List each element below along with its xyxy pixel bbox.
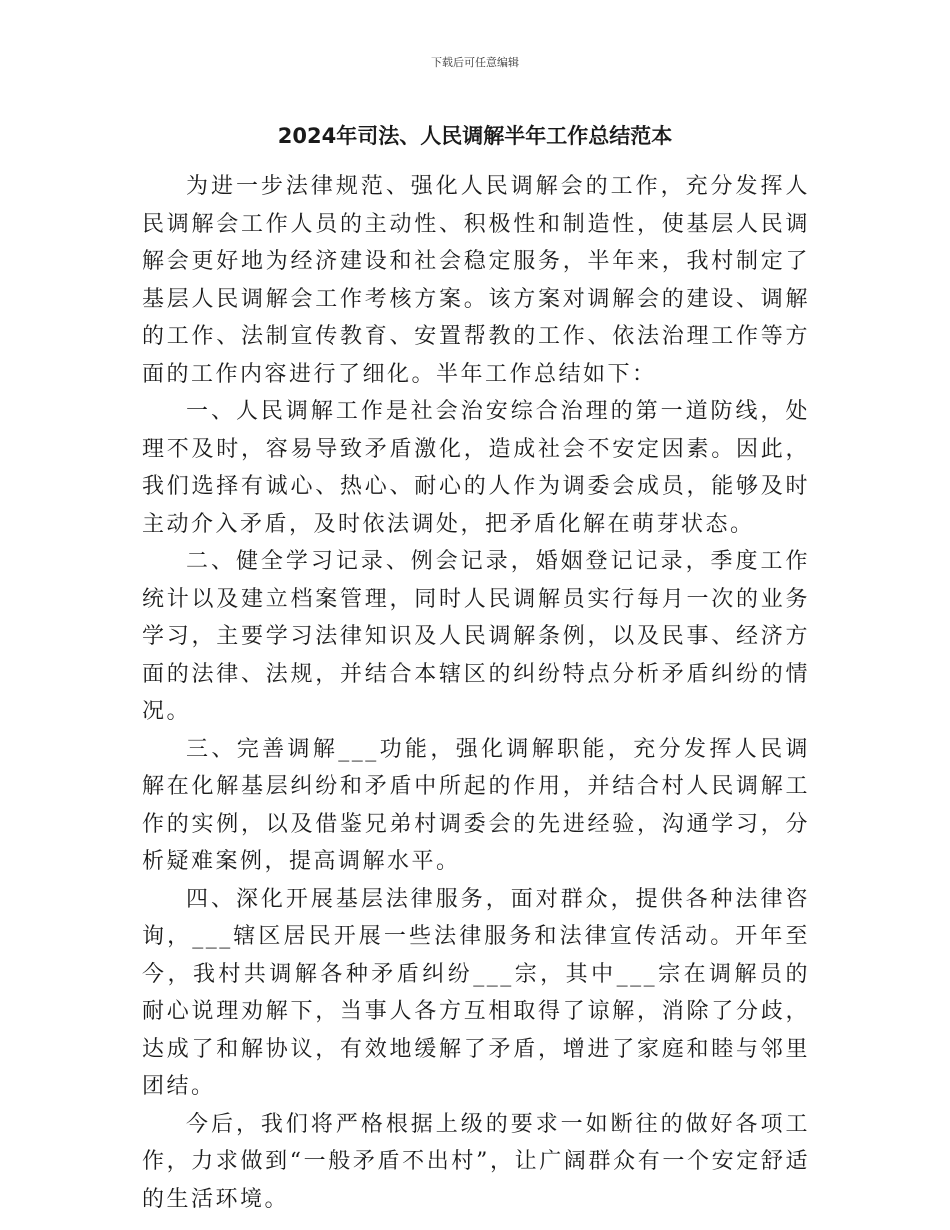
paragraph-point-4: 四、深化开展基层法律服务，面对群众，提供各种法律咨询，___辖区居民开展一些法律服务和法律宣传活动。开年至今，我村共调解各种矛盾纠纷___宗，其中___宗在调解员的耐心说理劝解下，当事人各方互相取得了谅解，消除了分歧，达成了和解协议，有效地缓解了矛盾，增进了家庭和睦与邻里团结。 bbox=[142, 886, 810, 1099]
paragraph-intro: 为进一步法律规范、强化人民调解会的工作，充分发挥人民调解会工作人员的主动性、积极性和制造性，使基层人民调解会更好地为经济建设和社会稳定服务，半年来，我村制定了基层人民调解会工作考核方案。该方案对调解会的建设、调解的工作、法制宣传教育、安置帮教的工作、依法治理工作等方面的工作内容进行了细化。半年工作总结如下： bbox=[142, 174, 810, 387]
document-body bbox=[142, 168, 810, 1218]
paragraph-point-2: 二、健全学习记录、例会记录，婚姻登记记录，季度工作统计以及建立档案管理，同时人民调解员实行每月一次的业务学习，主要学习法律知识及人民调解条例，以及民事、经济方面的法律、法规，并结合本辖区的纠纷特点分析矛盾纠纷的情况。 bbox=[142, 549, 810, 724]
paragraph-conclusion: 今后，我们将严格根据上级的要求一如断往的做好各项工作，力求做到“一般矛盾不出村”，让广阔群众有一个安定舒适的生活环境。 bbox=[142, 1111, 810, 1212]
document-title: 2024年司法、人民调解半年工作总结范本 bbox=[277, 124, 673, 148]
paragraph-point-1: 一、人民调解工作是社会治安综合治理的第一道防线，处理不及时，容易导致矛盾激化，造成社会不安定因素。因此，我们选择有诚心、热心、耐心的人作为调委会成员，能够及时主动介入矛盾，及时依法调处，把矛盾化解在萌芽状态。 bbox=[142, 399, 810, 537]
paragraph-point-3: 三、完善调解___功能，强化调解职能，充分发挥人民调解在化解基层纠纷和矛盾中所起的作用，并结合村人民调解工作的实例，以及借鉴兄弟村调委会的先进经验，沟通学习，分析疑难案例，提高调解水平。 bbox=[142, 736, 810, 874]
page-header-note: 下载后可任意编辑 bbox=[431, 56, 519, 69]
